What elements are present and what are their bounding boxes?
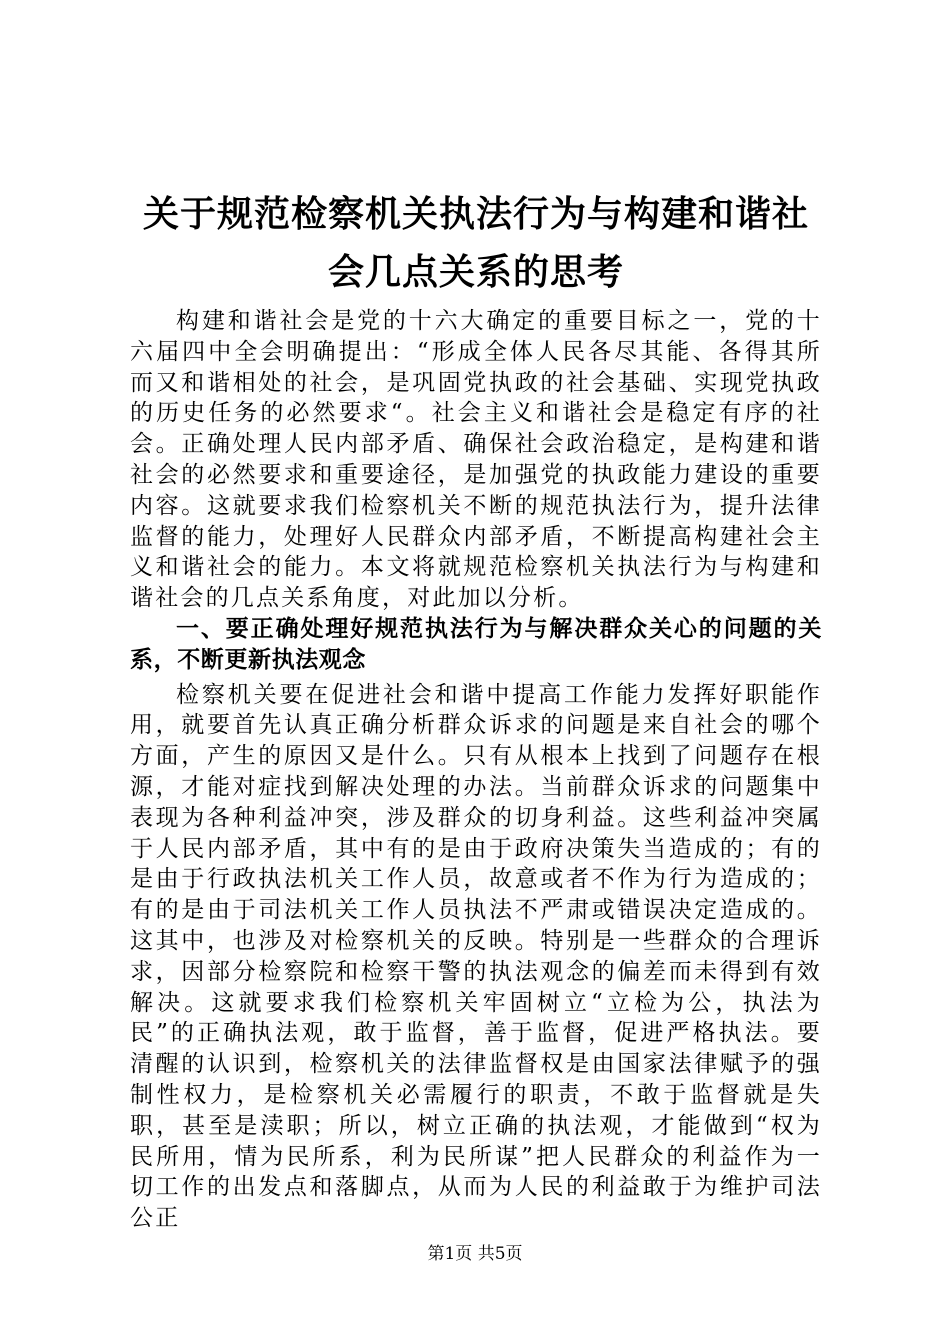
section-1-paragraph: 检察机关要在促进社会和谐中提高工作能力发挥好职能作用，就要首先认真正确分析群众诉求的问题是来自社会的哪个方面，产生的原因又是什么。只有从根本上找到了问题存在根源，才能对症找到解决处理的办法。当前群众诉求的问题集中表现为各种利益冲突，涉及群众的切身利益。这些利益冲突属于人民内部矛盾，其中有的是由于政府决策失当造成的；有的是由于行政执法机关工作人员，故意或者不作为行为造成的；有的是由于司法机关工作人员执法不严肃或错误决定造成的。这其中，也涉及对检察机关的反映。特别是一些群众的合理诉求，因部分检察院和检察干警的执法观念的偏差而未得到有效解决。这就要求我们检察机关牢固树立“立检为公，执法为民”的正确执法观，敢于监督，善于监督，促进严格执法。要清醒的认识到，检察机关的法律监督权是由国家法律赋予的强制性权力，是检察机关必需履行的职责，不敢于监督就是失职，甚至是渎职；所以，树立正确的执法观，才能做到“权为民所用，情为民所系，利为民所谋”把人民群众的利益作为一切工作的出发点和落脚点，从而为人民的利益敢于为维护司法公正 bbox=[130, 681, 822, 1232]
document-body bbox=[130, 186, 822, 1234]
document-title: 关于规范检察机关执法行为与构建和谐社会几点关系的思考 bbox=[142, 194, 809, 293]
intro-paragraph: 构建和谐社会是党的十六大确定的重要目标之一，党的十六届四中全会明确提出：“形成全体人民各尽其能、各得其所而又和谐相处的社会，是巩固党执政的社会基础、实现党执政的历史任务的必然要求“。社会主义和谐社会是稳定有序的社会。正确处理人民内部矛盾、确保社会政治稳定，是构建和谐社会的必然要求和重要途径，是加强党的执政能力建设的重要内容。这就要求我们检察机关不断的规范执法行为，提升法律监督的能力，处理好人民群众内部矛盾，不断提高构建社会主义和谐社会的能力。本文将就规范检察机关执法行为与构建和谐社会的几点关系角度，对此加以分析。 bbox=[130, 308, 822, 612]
section-1-heading: 一、要正确处理好规范执法行为与解决群众关心的问题的关系，不断更新执法观念 bbox=[130, 615, 822, 673]
page-number-footer: 第1页 共5页 bbox=[427, 1244, 523, 1264]
